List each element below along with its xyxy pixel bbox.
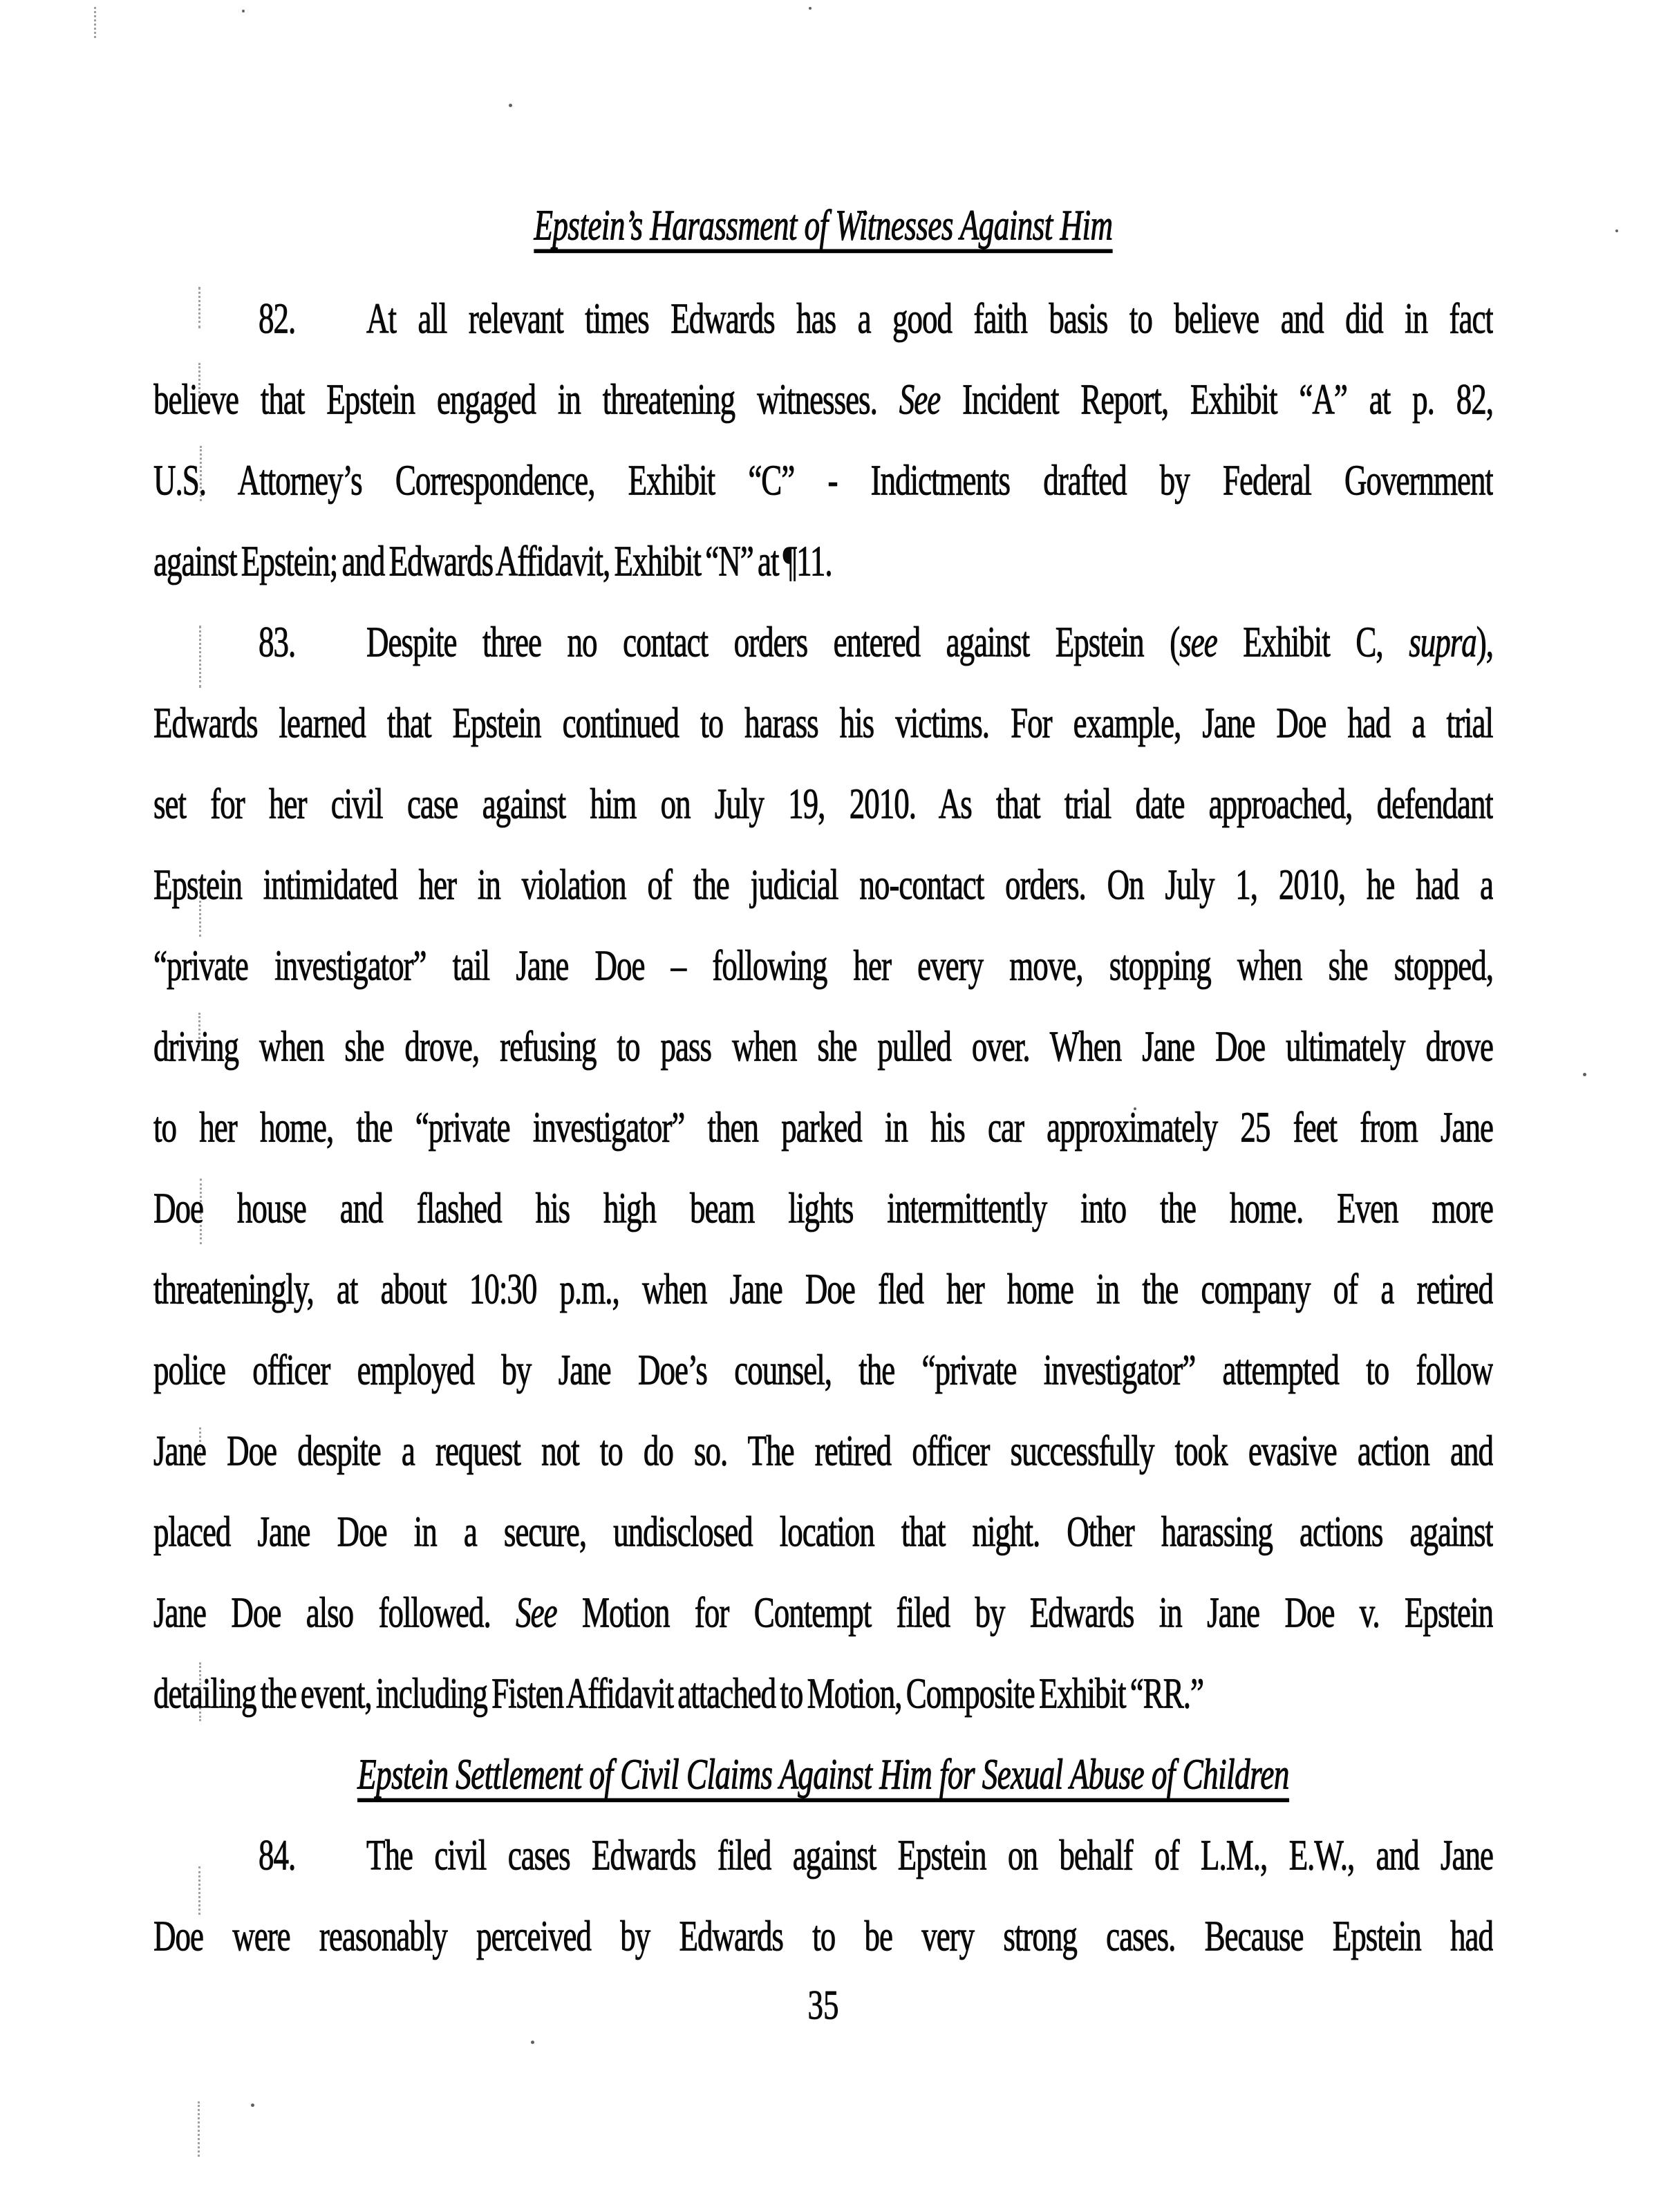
text-segment: Doe house and flashed his high beam lights intermittently into the home. Even more: [153, 1183, 1493, 1232]
scan-artifact-dot: [251, 2103, 254, 2107]
text-segment: driving when she drove, refusing to pass when she pulled over. When Jane Doe ultimately drove: [153, 1022, 1493, 1071]
italic-text-segment: See: [516, 1588, 557, 1637]
paragraph-number: 84.: [259, 1830, 296, 1880]
text-segment: set for her civil case against him on July 19, 2010. As that trial date approached, defendant: [153, 779, 1493, 828]
text-segment: threateningly, at about 10:30 p.m., when Jane Doe fled her home in the company of a retired: [153, 1264, 1493, 1313]
paragraph-82: [153, 280, 1493, 603]
paragraph-number: 83.: [259, 617, 296, 666]
text-segment: Edwards learned that Epstein continued to harass his victims. For example, Jane Doe had a trial: [153, 698, 1493, 747]
text-segment: At all relevant times Edwards has a good faith basis to believe and did in fact: [366, 294, 1493, 343]
text-segment: believe that Epstein engaged in threatening witnesses.: [153, 375, 899, 424]
paragraph-84: [153, 1817, 1493, 1978]
section-heading-harassment-text: Epstein’s Harassment of Witnesses Against Him: [534, 200, 1113, 250]
scan-artifact-dot: [809, 7, 812, 10]
text-segment: Incident Report, Exhibit “A” at p. 82,: [940, 375, 1493, 424]
text-segment: to her home, the “private investigator” then parked in his car approximately 25 feet from Jane: [153, 1103, 1493, 1152]
text-segment: Jane Doe also followed.: [153, 1588, 516, 1637]
text-segment: “private investigator” tail Jane Doe – following her every move, stopping when she stopped,: [153, 941, 1493, 990]
text-segment: Epstein intimidated her in violation of the judicial no-contact orders. On July 1, 2010, he had a: [153, 860, 1493, 909]
section-heading-settlement-text: Epstein Settlement of Civil Claims Against Him for Sexual Abuse of Children: [357, 1750, 1289, 1799]
italic-text-segment: See: [899, 375, 941, 424]
scan-artifact-dot: [509, 104, 512, 107]
text-segment: Doe were reasonably perceived by Edwards to be very strong cases. Because Epstein had: [153, 1911, 1493, 1960]
italic-text-segment: see: [1179, 617, 1217, 666]
text-segment: against Epstein; and Edwards Affidavit, Exhibit “N” at ¶11.: [153, 536, 832, 585]
text-segment: police officer employed by Jane Doe’s counsel, the “private investigator” attempted to follow: [153, 1345, 1493, 1394]
text-segment: Despite three no contact orders entered against Epstein (: [366, 617, 1180, 666]
text-segment: Exhibit C,: [1217, 617, 1409, 666]
text-segment: detailing the event, including Fisten Affidavit attached to Motion, Composite Exhibit “RR.”: [153, 1669, 1203, 1718]
paragraph-number: 82.: [259, 294, 296, 343]
paragraph-83: [153, 603, 1493, 1736]
scan-artifact-dotted-line: [198, 2101, 200, 2157]
text-segment: placed Jane Doe in a secure, undisclosed location that night. Other harassing actions against: [153, 1507, 1493, 1556]
text-segment: Jane Doe despite a request not to do so. The retired officer successfully took evasive action and: [153, 1426, 1493, 1475]
italic-text-segment: supra: [1409, 617, 1476, 666]
page-number: 35: [807, 1981, 839, 2028]
scan-artifact-dot: [1583, 1073, 1586, 1076]
scan-artifact-dot: [1615, 229, 1618, 232]
scan-artifact-dot: [242, 10, 245, 12]
text-segment: Motion for Contempt filed by Edwards in Jane Doe v. Epstein: [556, 1588, 1493, 1637]
scan-artifact-dotted-line: [94, 7, 96, 38]
text-segment: ),: [1476, 617, 1493, 666]
text-segment: The civil cases Edwards filed against Epstein on behalf of L.M., E.W., and Jane: [366, 1830, 1493, 1880]
text-segment: U.S. Attorney’s Correspondence, Exhibit “C” - Indictments drafted by Federal Government: [153, 456, 1493, 505]
